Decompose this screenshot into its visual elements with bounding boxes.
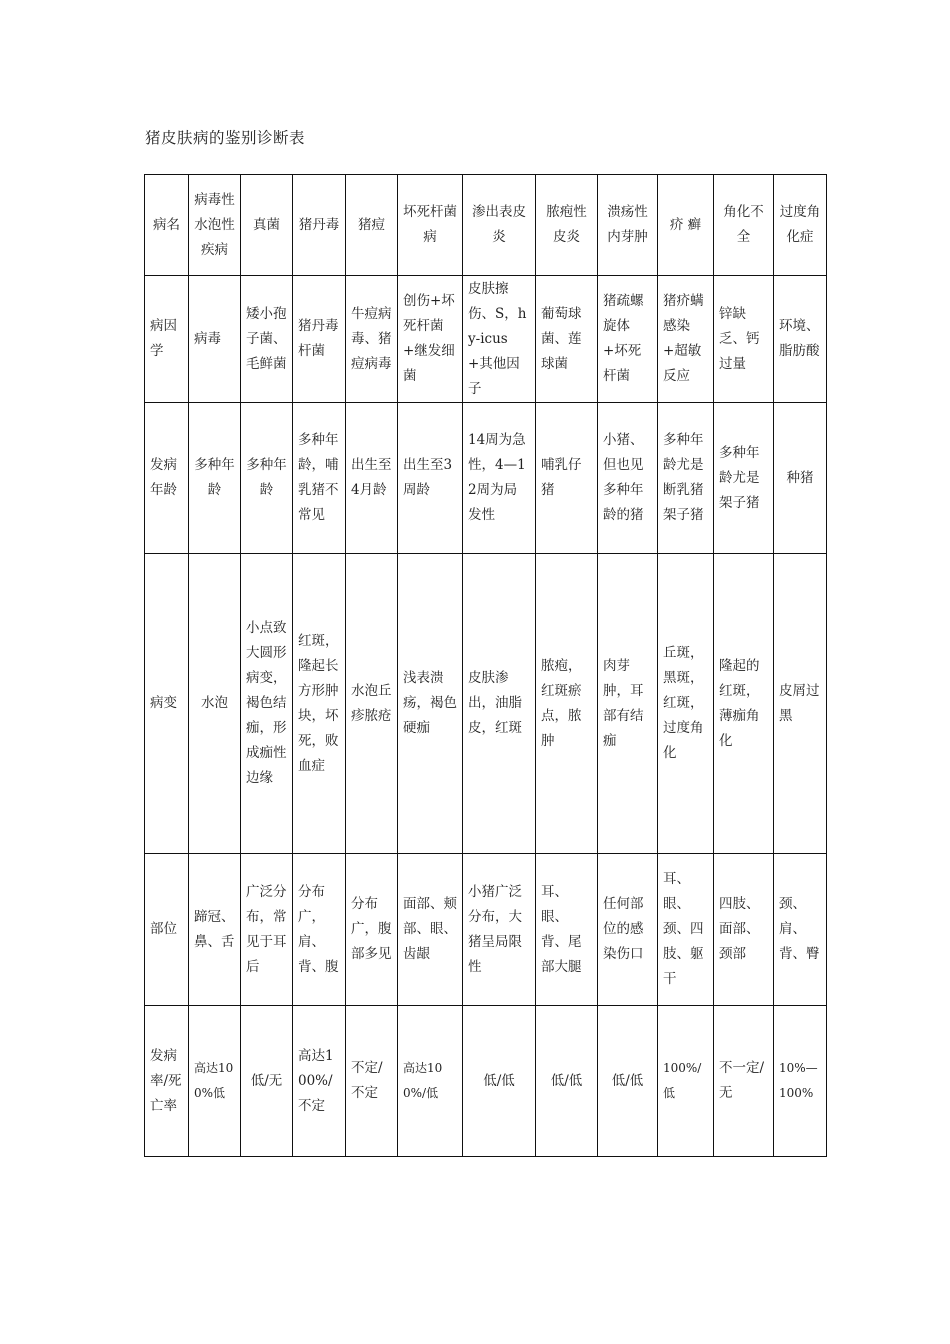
table-cell: 小猪广泛分布，大猪呈局限性 [463,854,536,1006]
table-cell: 猪疏螺旋体+坏死杆菌 [598,276,658,403]
table-cell: 低/无 [241,1006,293,1157]
table-cell: 牛痘病毒、猪痘病毒 [346,276,398,403]
table-cell: 锌缺乏、钙过量 [714,276,774,403]
row-label: 发病率/死亡率 [145,1006,189,1157]
table-cell: 分布广，肩、背、腹 [293,854,346,1006]
row-label: 病变 [145,554,189,854]
table-cell: 四肢、面部、颈部 [714,854,774,1006]
table-cell: 低/低 [463,1006,536,1157]
row-label: 部位 [145,854,189,1006]
column-header: 脓疱性皮炎 [536,175,598,276]
table-cell: 葡萄球菌、莲球菌 [536,276,598,403]
column-header: 猪丹毒 [293,175,346,276]
table-cell: 10%—100% [774,1006,827,1157]
table-cell: 皮屑过黑 [774,554,827,854]
column-header: 疥 癣 [658,175,714,276]
table-cell: 皮肤渗出，油脂皮，红斑 [463,554,536,854]
table-cell: 小点致大圆形病变，褐色结痂，形成痂性边缘 [241,554,293,854]
table-row-onset-age [145,403,827,554]
table-cell: 耳、眼、颈、四肢、躯干 [658,854,714,1006]
table-cell: 小猪、但也见多种年龄的猪 [598,403,658,554]
column-header: 角化不全 [714,175,774,276]
table-cell: 出生至3周龄 [398,403,463,554]
row-label: 发病年龄 [145,403,189,554]
table-cell: 广泛分布，常见于耳后 [241,854,293,1006]
table-cell: 低/低 [598,1006,658,1157]
column-header: 猪痘 [346,175,398,276]
table-cell: 100%/低 [658,1006,714,1157]
table-cell: 任何部位的感染伤口 [598,854,658,1006]
table-cell: 不定/不定 [346,1006,398,1157]
table-cell: 水泡 [189,554,241,854]
table-cell: 隆起的红斑，薄痂角化 [714,554,774,854]
table-cell: 矮小孢子菌、毛鲜菌 [241,276,293,403]
table-cell: 多种年龄 [241,403,293,554]
column-header: 病毒性水泡性疾病 [189,175,241,276]
table-cell: 不一定/无 [714,1006,774,1157]
row-label: 病因学 [145,276,189,403]
column-header: 真菌 [241,175,293,276]
table-cell: 低/低 [536,1006,598,1157]
table-row-etiology [145,276,827,403]
column-header: 坏死杆菌病 [398,175,463,276]
header-row [145,175,827,276]
table-cell: 多种年龄，哺乳猪不常见 [293,403,346,554]
table-cell: 分布广，腹部多见 [346,854,398,1006]
table-cell: 蹄冠、鼻、舌 [189,854,241,1006]
table-cell: 环境、脂肪酸 [774,276,827,403]
table-cell: 耳、眼、背、尾部大腿 [536,854,598,1006]
table-cell: 猪疥螨感染+超敏反应 [658,276,714,403]
column-header: 过度角化症 [774,175,827,276]
table-cell: 创伤+坏死杆菌+继发细菌 [398,276,463,403]
table-cell: 丘斑，黑斑，红斑，过度角化 [658,554,714,854]
table-cell: 哺乳仔猪 [536,403,598,554]
table-cell: 脓疱，红斑瘀点，脓肿 [536,554,598,854]
table-cell: 多种年龄尤是断乳猪架子猪 [658,403,714,554]
table-cell: 高达100%/低 [398,1006,463,1157]
document-title: 猪皮肤病的鉴别诊断表 [145,129,306,147]
table-cell: 多种年龄 [189,403,241,554]
table-cell: 多种年龄尤是架子猪 [714,403,774,554]
diagnosis-table [144,174,827,1157]
table-row-location [145,854,827,1006]
table-cell: 颈、肩、背、臀 [774,854,827,1006]
table-cell: 病毒 [189,276,241,403]
table-cell: 肉芽肿，耳部有结痂 [598,554,658,854]
column-header: 溃疡性内芽肿 [598,175,658,276]
table-cell: 面部、颊部、眼、齿龈 [398,854,463,1006]
column-header: 渗出表皮炎 [463,175,536,276]
table-cell: 高达100%低 [189,1006,241,1157]
table-cell: 出生至4月龄 [346,403,398,554]
header-label-cell: 病名 [145,175,189,276]
table-cell: 种猪 [774,403,827,554]
table-row-lesion [145,554,827,854]
table-cell: 猪丹毒杆菌 [293,276,346,403]
table-cell: 红斑，隆起长方形肿块，坏死，败血症 [293,554,346,854]
table-cell: 高达100%/不定 [293,1006,346,1157]
table-row-morbidity-mortality [145,1006,827,1157]
table-cell: 浅表溃疡，褐色硬痂 [398,554,463,854]
table-cell: 水泡丘疹脓疮 [346,554,398,854]
table-cell: 皮肤擦伤、S，hy-icus+其他因子 [463,276,536,403]
table-cell: 14周为急性，4—12周为局发性 [463,403,536,554]
